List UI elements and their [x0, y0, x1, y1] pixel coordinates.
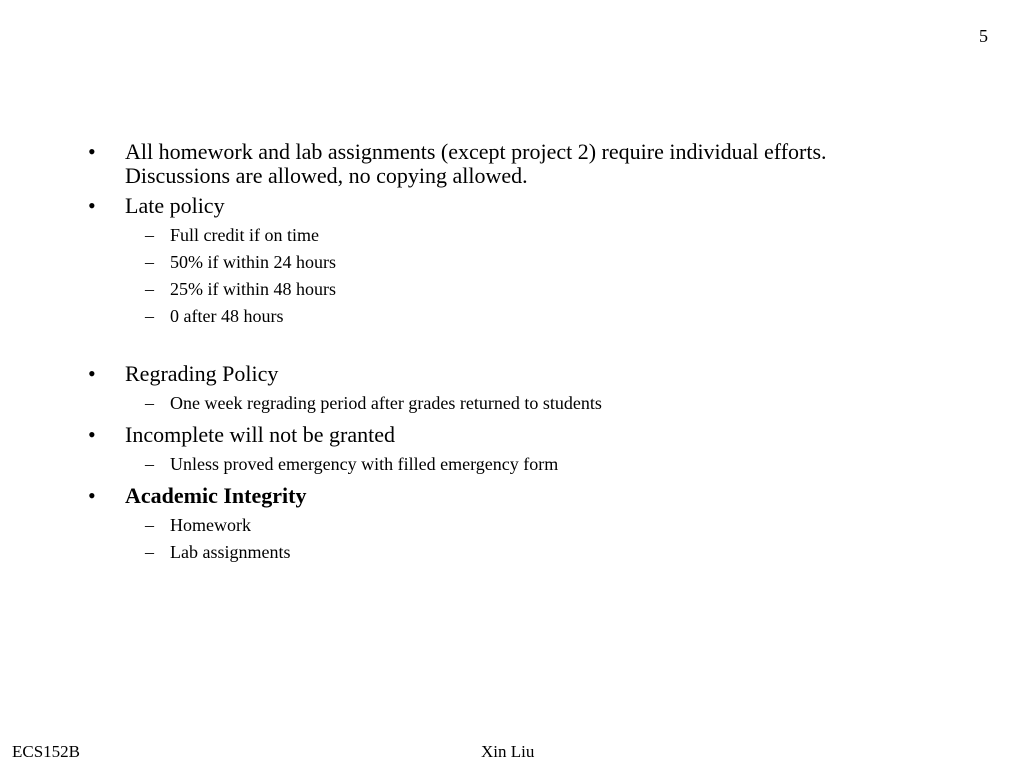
sub-bullet-item [88, 222, 908, 249]
sub-bullet-item [88, 539, 908, 566]
dash-icon: – [145, 515, 154, 535]
sub-bullet-list [88, 390, 908, 417]
bullet-text: Incomplete will not be granted [125, 422, 396, 447]
sub-bullet-item [88, 451, 908, 478]
dash-icon: – [145, 454, 154, 474]
bullet-text: All homework and lab assignments (except project 2) require individual efforts. Discussions are allowed, no copying allowed. [125, 139, 827, 188]
sub-bullet-text: 0 after 48 hours [170, 306, 284, 326]
bullet-dot-icon: • [88, 193, 96, 218]
bullet-item [88, 484, 908, 508]
bullet-text: Late policy [125, 193, 225, 218]
bullet-text: Academic Integrity [125, 483, 307, 508]
sub-bullet-item [88, 276, 908, 303]
sub-bullet-list [88, 222, 908, 330]
bullet-dot-icon: • [88, 361, 96, 386]
sub-bullet-text: Lab assignments [170, 542, 291, 562]
slide-content [88, 140, 908, 566]
dash-icon: – [145, 393, 154, 413]
dash-icon: – [145, 225, 154, 245]
bullet-text: Regrading Policy [125, 361, 279, 386]
dash-icon: – [145, 279, 154, 299]
bullet-dot-icon: • [88, 483, 96, 508]
bullet-dot-icon: • [88, 422, 96, 447]
sub-bullet-item [88, 390, 908, 417]
sub-bullet-item [88, 249, 908, 276]
bullet-item [88, 140, 908, 188]
dash-icon: – [145, 542, 154, 562]
footer-author: Xin Liu [481, 742, 535, 761]
sub-bullet-text: Full credit if on time [170, 225, 319, 245]
footer-course: ECS152B [12, 742, 81, 761]
sub-bullet-list [88, 512, 908, 566]
dash-icon: – [145, 306, 154, 326]
sub-bullet-text: One week regrading period after grades returned to students [170, 393, 602, 413]
bullet-item [88, 423, 908, 447]
sub-bullet-item [88, 512, 908, 539]
bullet-dot-icon: • [88, 139, 96, 164]
sub-bullet-text: 50% if within 24 hours [170, 252, 336, 272]
slide-page-number: 5 [979, 26, 988, 46]
sub-bullet-item [88, 303, 908, 330]
sub-bullet-list [88, 451, 908, 478]
sub-bullet-text: Unless proved emergency with filled emergency form [170, 454, 559, 474]
sub-bullet-text: Homework [170, 515, 251, 535]
bullet-item [88, 194, 908, 218]
dash-icon: – [145, 252, 154, 272]
bullet-item [88, 362, 908, 386]
sub-bullet-text: 25% if within 48 hours [170, 279, 336, 299]
